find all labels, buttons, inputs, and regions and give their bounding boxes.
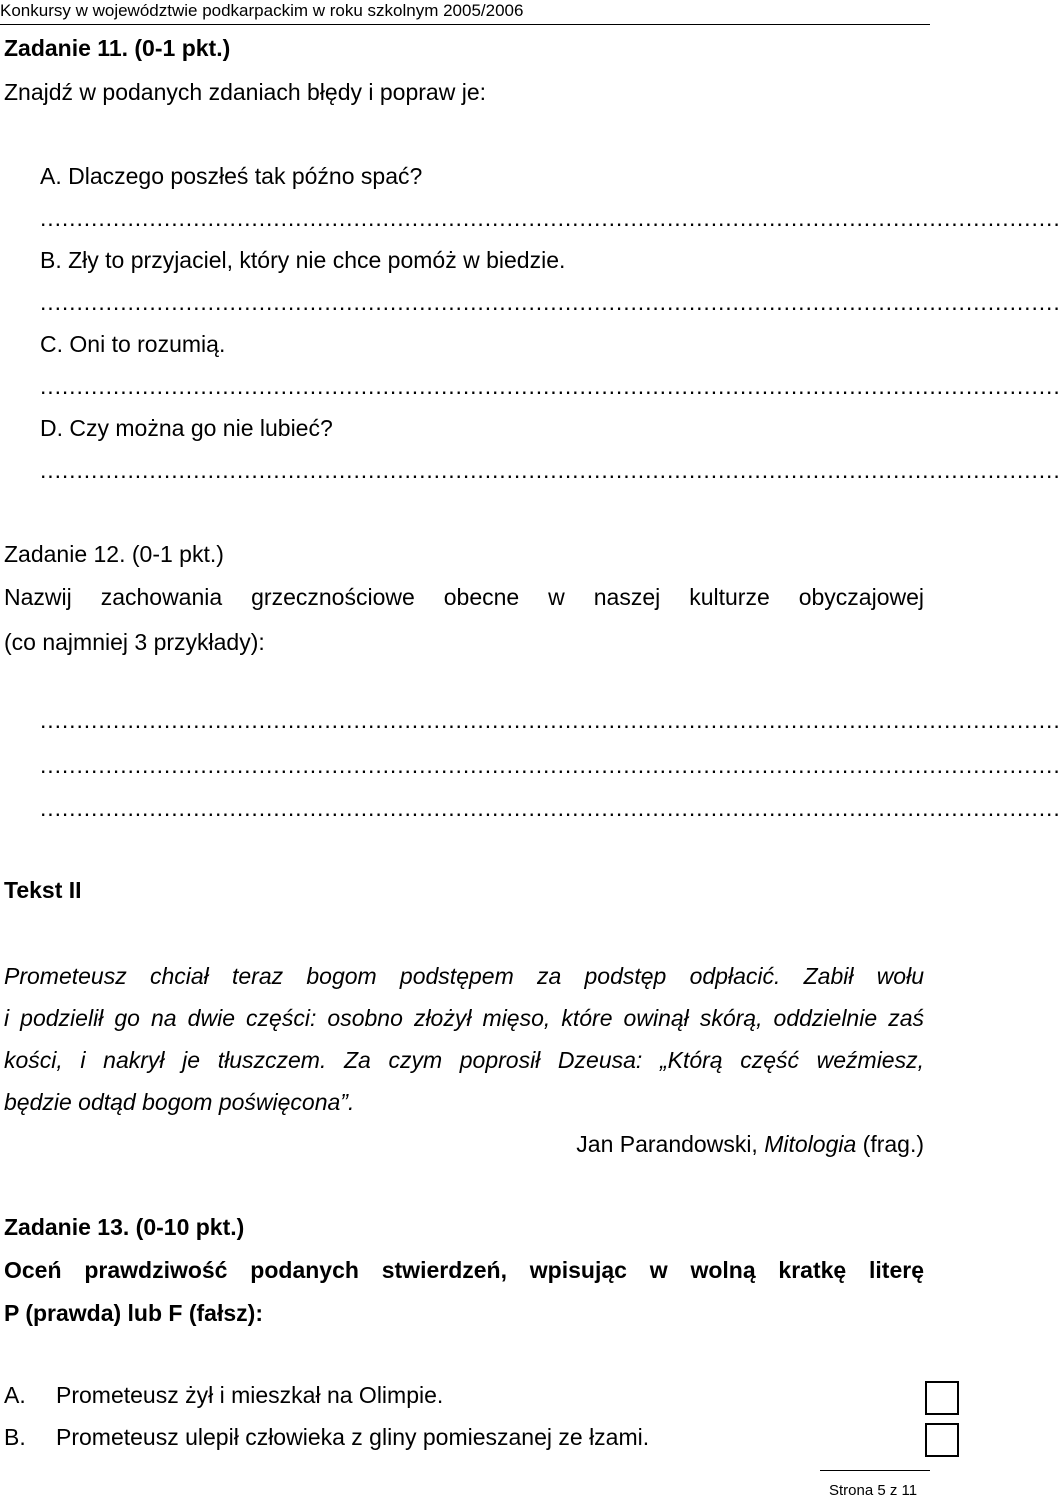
task-12-instruction-line2: (co najmniej 3 przykłady): [4,629,265,655]
text-2-line-3: kości, i nakrył je tłuszczem. Za czym poprosił Dzeusa: „Którą część weźmiesz, [4,1047,924,1073]
task-12-instruction-line1: Nazwij zachowania grzecznościowe obecne w naszej kulturze obyczajowej [4,584,924,610]
task-11-item-c: C. Oni to rozumią. [40,331,226,357]
task-11-item-b: B. Zły to przyjaciel, który nie chce pomóż w biedzie. [40,247,566,273]
answer-line[interactable]: ............................................................................................................................................ [40,795,1061,821]
task-13-item-b-letter: B. [4,1424,26,1450]
text-2-author: Jan Parandowski, [576,1131,765,1157]
task-12-title: Zadanie 12. (0-1 pkt.) [4,541,224,567]
task-11-title: Zadanie 11. (0-1 pkt.) [4,35,231,61]
task-13-instruction-line2: P (prawda) lub F (fałsz): [4,1300,263,1326]
task-13-title: Zadanie 13. (0-10 pkt.) [4,1214,245,1240]
text-2-line-1: Prometeusz chciał teraz bogom podstępem za podstęp odpłacić. Zabił wołu [4,963,924,989]
answer-line[interactable]: ............................................................................................................................................ [40,457,1061,483]
task-11-item-d: D. Czy można go nie lubieć? [40,415,333,441]
task-13-item-b-text: Prometeusz ulepił człowieka z gliny pomieszanej ze łzami. [56,1424,650,1450]
answer-checkbox-b[interactable] [925,1423,959,1457]
text-2-source [576,1130,924,1158]
text-2-note: (frag.) [856,1131,924,1157]
task-13-item-a-letter: A. [4,1382,26,1408]
answer-line[interactable]: ............................................................................................................................................ [40,752,1061,778]
answer-line[interactable]: ............................................................................................................................................ [40,289,1061,315]
task-13-instruction-line1: Oceń prawdziwość podanych stwierdzeń, wpisując w wolną kratkę literę [4,1257,924,1283]
task-13-item-a-text: Prometeusz żył i mieszkał na Olimpie. [56,1382,444,1408]
text-2-line-2: i podzielił go na dwie części: osobno złożył mięso, które owinął skórą, oddzielnie zaś [4,1005,924,1031]
page-header: Konkursy w województwie podkarpackim w roku szkolnym 2005/2006 [0,1,524,20]
task-11-instruction: Znajdź w podanych zdaniach błędy i popraw je: [4,79,487,105]
answer-line[interactable]: ............................................................................................................................................ [40,707,1061,733]
text-2-work: Mitologia [764,1131,857,1157]
answer-line[interactable]: ............................................................................................................................................ [40,205,1061,231]
page-number: Strona 5 z 11 [829,1482,918,1499]
answer-checkbox-a[interactable] [925,1381,959,1415]
header-divider [0,24,930,25]
text-2-heading: Tekst II [4,877,82,903]
task-11-item-a: A. Dlaczego poszłeś tak późno spać? [40,163,423,189]
footer-divider [820,1470,930,1471]
answer-line[interactable]: ............................................................................................................................................ [40,373,1061,399]
text-2-line-4: będzie odtąd bogom poświęcona”. [4,1089,355,1115]
